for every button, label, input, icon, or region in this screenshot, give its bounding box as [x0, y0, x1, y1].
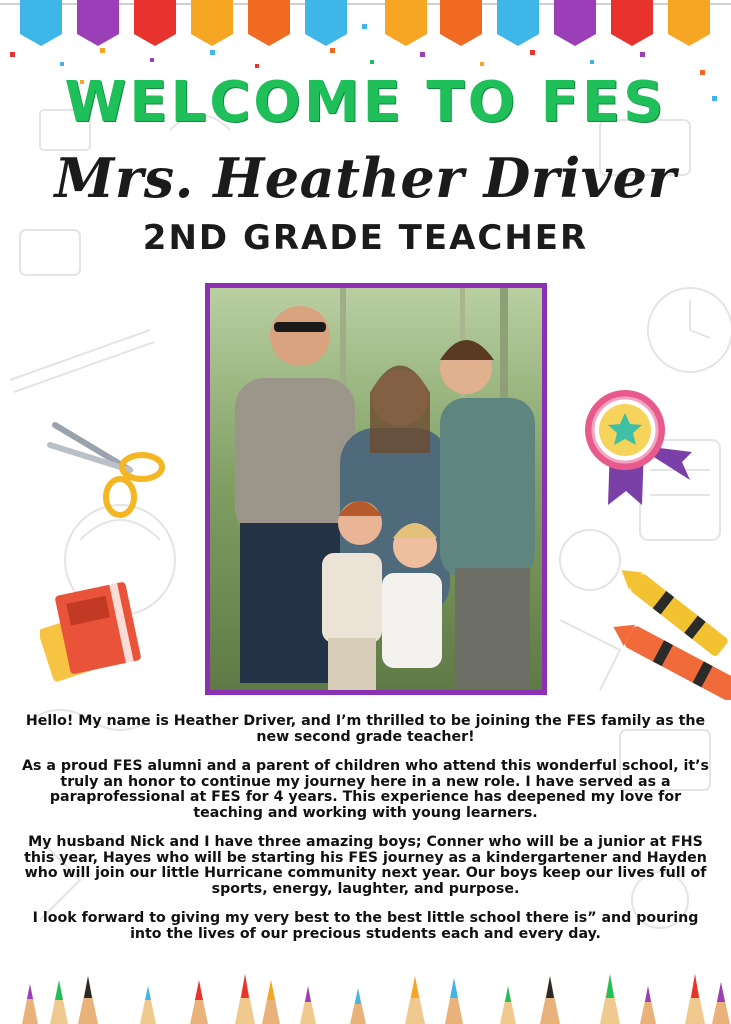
closing-paragraph: I look forward to giving my very best to the best little school there is” and pouring into the lives of our precious students each and every day.: [32, 910, 699, 942]
award-ribbon-icon: [580, 385, 695, 510]
family-paragraph: My husband Nick and I have three amazing boys; Conner who will be a junior at FHS this year, Hayes who will be starting his FES journey as a kindergartener and Hayden who will join our little Hurricane community next year. Our boys keep our lives full of sports, energy, laughter, and purpose.: [24, 834, 707, 897]
colored-pencils-icon: [0, 968, 731, 1024]
books-icon: [40, 578, 145, 693]
introduction-text: [22, 714, 709, 956]
scissors-icon: [45, 415, 170, 520]
family-photo: [205, 283, 547, 695]
teacher-name: Mrs. Heather Driver: [54, 146, 677, 210]
intro-paragraph: Hello! My name is Heather Driver, and I’m thrilled to be joining the FES family as the new second grade teacher!: [25, 713, 706, 745]
teacher-role: 2ND GRADE TEACHER: [142, 218, 589, 258]
welcome-heading: WELCOME TO FES: [64, 70, 667, 135]
crayons-icon: [608, 565, 731, 700]
family-photo-illustration: [210, 288, 542, 690]
background-paragraph: As a proud FES alumni and a parent of children who attend this wonderful school, it’s truly an honor to continue my journey here in a new role. I have served as a paraprofessional at FES for 4 years. This experience has deepened my love for teaching and working with young learners.: [22, 758, 709, 821]
